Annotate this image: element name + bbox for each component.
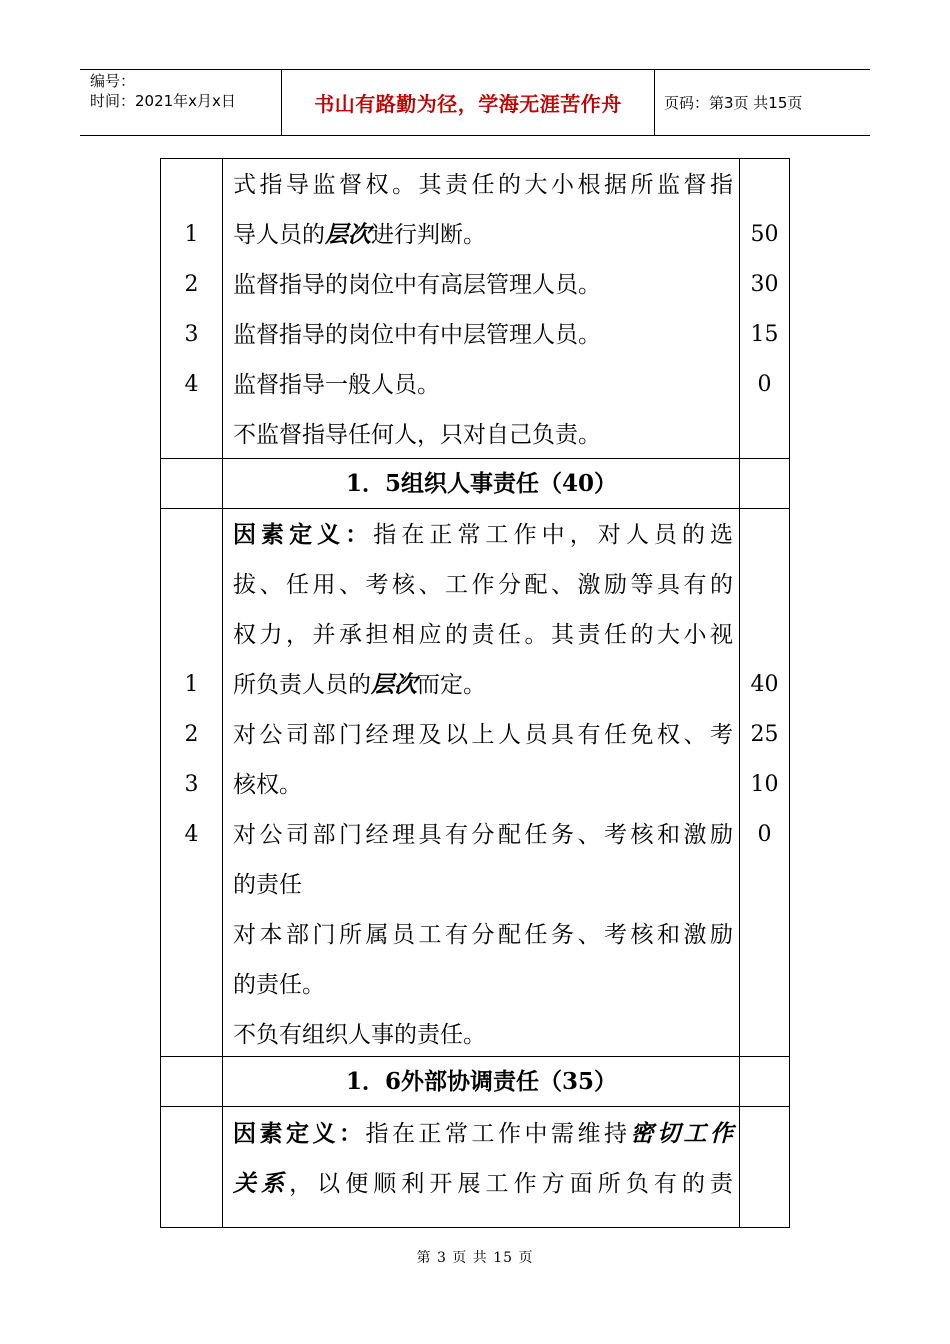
text-line: 权力，并承担相应的责任。其责任的大小视: [233, 622, 733, 648]
level-number: 3: [184, 772, 199, 797]
score-value: 25: [750, 722, 779, 747]
text-line: 式指导监督权。其责任的大小根据所监督指: [233, 172, 733, 198]
level-number: 2: [184, 722, 199, 747]
header-divider-right: [654, 69, 655, 136]
score-value: 15: [750, 322, 779, 347]
section-title-1-6: 1．6外部协调责任（35）: [345, 1068, 617, 1095]
block1-level-numbers: [160, 210, 223, 410]
level-number: 2: [184, 272, 199, 297]
text-line: 对公司部门经理具有分配任务、考核和激励: [233, 822, 733, 848]
text-line: 所负责人员的层次而定。: [233, 671, 486, 698]
text-line: 的责任: [233, 872, 302, 898]
emphasis-text: 密切工作: [630, 1120, 733, 1147]
text-line: 监督指导一般人员。: [233, 372, 440, 398]
definition-label: 因素定义：: [233, 1120, 366, 1147]
block2-scores: [740, 660, 789, 860]
level-number: 4: [184, 372, 199, 397]
text-line: 监督指导的岗位中有高层管理人员。: [233, 272, 601, 298]
text-line: 关系，以便顺利开展工作方面所负有的责: [233, 1170, 734, 1197]
header-motto: 书山有路勤为径，学海无涯苦作舟: [314, 92, 622, 116]
definition-label: 因素定义：: [233, 521, 374, 548]
text-line: 拔、任用、考核、工作分配、激励等具有的: [233, 572, 733, 598]
score-value: 40: [750, 672, 779, 697]
text-line: 对本部门所属员工有分配任务、考核和激励: [233, 922, 733, 948]
level-number: 1: [184, 222, 199, 247]
text-line: 的责任。: [233, 972, 325, 998]
header-top-rule: [80, 69, 870, 70]
text-line: 监督指导的岗位中有中层管理人员。: [233, 322, 601, 348]
text-line: 因素定义：指在正常工作中，对人员的选: [233, 521, 734, 548]
text-line: 核权。: [233, 772, 302, 798]
score-value: 30: [750, 272, 779, 297]
score-value: 0: [757, 822, 772, 847]
block2-level-numbers: [160, 660, 223, 860]
score-value: 10: [750, 772, 779, 797]
page-footer: 第 3 页 共 15 页: [416, 1250, 534, 1266]
block1-content: [233, 160, 733, 460]
serial-label: 编号：: [90, 72, 136, 90]
time-label: 时间：2021年x月x日: [90, 92, 236, 110]
level-number: 3: [184, 322, 199, 347]
page-info: 页码：第3页 共15页: [664, 94, 803, 112]
section-title-1-5: 1．5组织人事责任（40）: [345, 470, 617, 497]
text-line: 因素定义：指在正常工作中需维持密切工作: [233, 1120, 733, 1147]
text-line: 不监督指导任何人，只对自己负责。: [233, 422, 601, 448]
emphasis-text: 层次: [325, 221, 371, 248]
score-value: 50: [750, 222, 779, 247]
level-number: 4: [184, 822, 199, 847]
block2-content: [233, 510, 733, 1060]
header-bottom-rule: [80, 135, 870, 136]
block1-scores: [740, 210, 789, 410]
text-line: 不负有组织人事的责任。: [233, 1022, 486, 1048]
text-line: 导人员的层次进行判断。: [233, 221, 486, 248]
block3-content: [233, 1109, 733, 1209]
emphasis-text: 关系: [233, 1170, 290, 1197]
emphasis-text: 层次: [371, 671, 417, 698]
text-line: 对公司部门经理及以上人员具有任免权、考: [233, 722, 733, 748]
level-number: 1: [184, 672, 199, 697]
score-value: 0: [757, 372, 772, 397]
